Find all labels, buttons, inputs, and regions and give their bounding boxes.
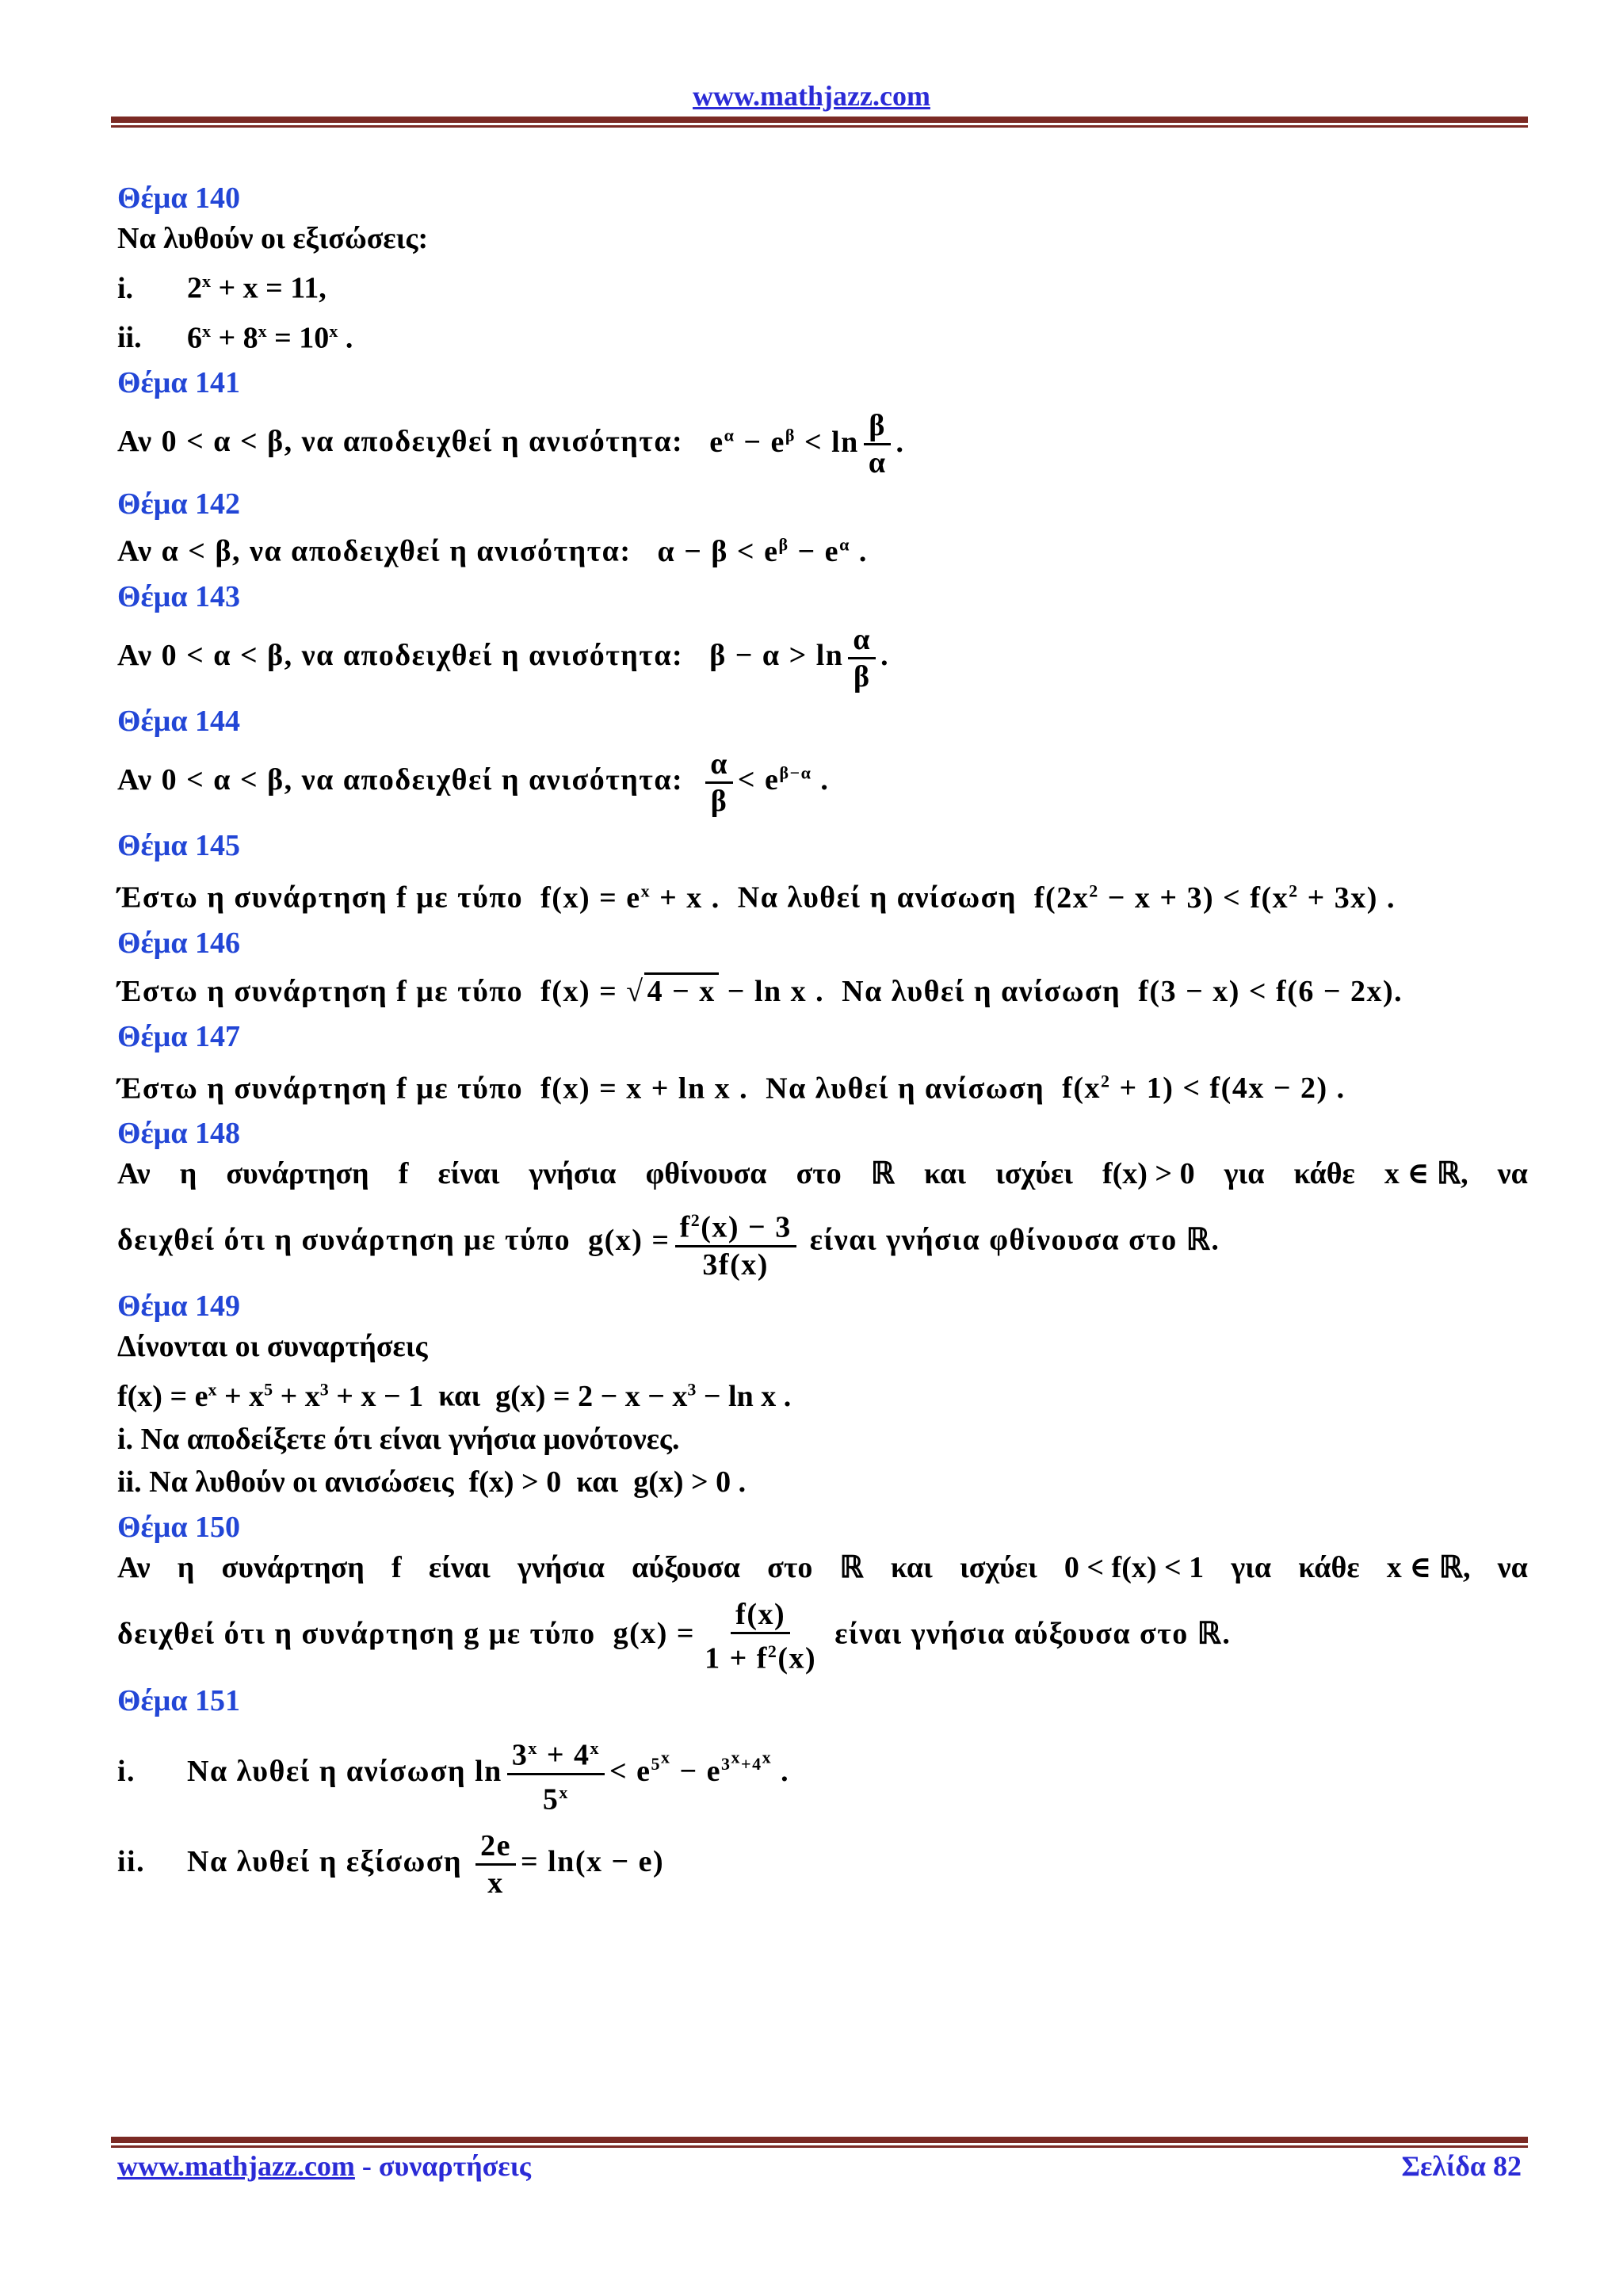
topic-title: Θέμα 150 <box>117 1510 241 1544</box>
statement-text: Να λυθούν οι ανισώσεις <box>149 1465 454 1499</box>
topic-title: Θέμα 144 <box>117 704 241 738</box>
inequality: g(x) > 0 . <box>625 1465 747 1499</box>
item-label: i. <box>117 1755 136 1789</box>
topic-statement <box>117 1597 1528 1676</box>
function-formula: $f(x) = e^x + x$ . <box>532 880 729 915</box>
header-rule <box>111 117 1528 128</box>
word: κάθε <box>1298 1550 1360 1584</box>
item-label: i. <box>117 271 134 305</box>
word: και <box>890 1550 933 1584</box>
topic-title: Θέμα 146 <box>117 926 241 960</box>
header-site-link[interactable]: www.mathjazz.com <box>693 80 930 112</box>
word: η <box>179 1157 197 1191</box>
topic-statement <box>117 408 1528 480</box>
word: ισχύει <box>959 1550 1037 1584</box>
word: για <box>1231 1550 1272 1584</box>
word: γνήσια <box>517 1550 605 1584</box>
statement-text: Αν 0 < α < β, να αποδειχθεί η ανισότητα: <box>117 639 684 673</box>
item-label: ii. <box>117 1465 142 1499</box>
word: φθίνουσα <box>645 1157 767 1191</box>
word: x ∈ ℝ, <box>1384 1157 1468 1191</box>
topic-title: Θέμα 145 <box>117 828 241 862</box>
topic-statement <box>117 622 1528 694</box>
word: συνάρτηση <box>226 1157 369 1191</box>
word: Αν <box>117 1157 151 1191</box>
footer-page-number: Σελίδα 82 <box>1401 2150 1522 2182</box>
statement-text: δειχθεί ότι η συνάρτηση g με τύπο <box>117 1617 596 1651</box>
inequality: f(3 − x) < f(6 − 2x). <box>1129 974 1403 1008</box>
word: γνήσια <box>529 1157 617 1191</box>
footer-section: συναρτήσεις <box>378 2150 531 2182</box>
topic-statement <box>117 970 1528 1013</box>
sub-question <box>117 1828 1528 1901</box>
equation-item <box>117 260 1528 310</box>
justified-line <box>117 1546 1528 1589</box>
word: f(x) > 0 <box>1102 1157 1195 1191</box>
inequality: $f(x^2 + 1) < f(4x - 2)$ . <box>1053 1071 1346 1106</box>
word: είναι <box>437 1157 500 1191</box>
function-formula: $g(x) = 2 - x - x^3 - \ln x$ . <box>487 1378 792 1413</box>
statement-text: είναι γνήσια αύξουσα στο ℝ. <box>834 1617 1232 1651</box>
topic-statement <box>117 869 1528 919</box>
statement-text: Να λυθεί η εξίσωση <box>187 1844 463 1878</box>
statement-text: Έστω η συνάρτηση f με τύπο <box>117 974 524 1008</box>
justified-line <box>117 1152 1528 1195</box>
topic-statement <box>117 1060 1528 1110</box>
statement-text: Αν 0 < α < β, να αποδειχθεί η ανισότητα: <box>117 425 684 459</box>
sub-question <box>117 1418 1528 1461</box>
inequality: $\frac{\alpha}{\beta}$ < $e^{\beta-\alpha}$ . <box>692 763 829 797</box>
function-formula: g(x) = $\frac{f^2(x) - 3}{3f(x)}$ <box>579 1224 801 1257</box>
word: Αν <box>117 1550 151 1584</box>
footer-site-link[interactable]: www.mathjazz.com <box>117 2150 355 2182</box>
word: και <box>924 1157 967 1191</box>
function-formula: $f(x) = e^x + x^5 + x^3 + x - 1$ <box>117 1378 431 1413</box>
word: είναι <box>428 1550 491 1584</box>
conjunction: και <box>438 1379 481 1413</box>
sub-question <box>117 1461 1528 1503</box>
sub-question <box>117 1731 1528 1817</box>
equation: $2^x + x = 11$, <box>187 271 327 305</box>
inequality: $f(2x^2 - x + 3) < f(x^2 + 3x)$ . <box>1025 880 1396 915</box>
statement-text: Αν 0 < α < β, να αποδειχθεί η ανισότητα: <box>117 763 684 797</box>
word: 0 < f(x) < 1 <box>1064 1550 1205 1584</box>
footer-rule <box>111 2137 1528 2148</box>
inequality: $\alpha - \beta < e^\beta - e^\alpha$ . <box>640 534 868 568</box>
topic-title: Θέμα 147 <box>117 1019 241 1053</box>
word: να <box>1497 1157 1528 1191</box>
function-formula: f(x) = x + ln x . <box>532 1072 758 1106</box>
topic-intro: Να λυθούν οι εξισώσεις: <box>117 222 429 255</box>
topic-intro: Δίνονται οι συναρτήσεις <box>117 1329 428 1363</box>
item-label: i. <box>117 1422 134 1456</box>
conjunction: και <box>576 1465 619 1499</box>
word: f <box>391 1550 402 1584</box>
document-body <box>117 174 1528 1901</box>
word: αύξουσα <box>632 1550 740 1584</box>
statement-text: Να λυθεί η ανίσωση <box>766 1072 1045 1106</box>
word: ℝ <box>839 1550 864 1584</box>
function-formula: f(x) = √ 4 − x − ln x . <box>532 972 833 1008</box>
item-label: ii. <box>117 1844 146 1878</box>
equation: $6^x + 8^x = 10^x$ . <box>187 320 353 355</box>
inequality: β − α > ln $\frac{\alpha}{\beta}$ . <box>692 622 890 693</box>
footer-separator: - <box>354 2150 379 2182</box>
word: στο <box>767 1550 813 1584</box>
word: να <box>1497 1550 1528 1584</box>
function-formula: g(x) = $\frac{f(x)}{1 + f^2(x)}$ <box>604 1597 817 1675</box>
word: ισχύει <box>995 1157 1073 1191</box>
word: f <box>398 1157 409 1191</box>
word: για <box>1224 1157 1265 1191</box>
statement-text: Έστω η συνάρτηση f με τύπο <box>117 1072 524 1106</box>
topic-title: Θέμα 141 <box>117 366 241 400</box>
statement-text: είναι γνήσια φθίνουσα στο ℝ. <box>809 1223 1220 1257</box>
word: συνάρτηση <box>221 1550 365 1584</box>
topic-title: Θέμα 149 <box>117 1289 241 1323</box>
statement-text: Να λυθεί η ανίσωση <box>842 974 1121 1008</box>
topic-title: Θέμα 140 <box>117 181 241 215</box>
footer-left <box>117 2149 531 2183</box>
item-label: ii. <box>117 321 142 355</box>
inequality: f(x) > 0 <box>461 1465 569 1499</box>
word: στο <box>796 1157 842 1191</box>
statement-text: δειχθεί ότι η συνάρτηση με τύπο <box>117 1223 571 1257</box>
word: η <box>177 1550 195 1584</box>
equation: $\frac{2e}{x}$ = ln(x − e) <box>462 1828 664 1901</box>
word: ℝ <box>870 1157 895 1191</box>
topic-title: Θέμα 148 <box>117 1117 241 1151</box>
inequality: $e^\alpha - e^\beta < \ln$ $\frac{\beta}{\alpha}$ . <box>692 409 905 480</box>
topic-title: Θέμα 151 <box>117 1684 241 1718</box>
functions-definition <box>117 1368 1528 1418</box>
statement-text: Έστω η συνάρτηση f με τύπο <box>117 881 524 915</box>
statement-text: Να λυθεί η ανίσωση <box>737 881 1017 915</box>
topic-statement <box>117 747 1528 819</box>
word: x ∈ ℝ, <box>1386 1550 1471 1584</box>
statement-text: Να αποδείξετε ότι είναι γνήσια μονότονες. <box>140 1422 680 1456</box>
topic-title: Θέμα 143 <box>117 579 241 613</box>
word: κάθε <box>1293 1157 1355 1191</box>
topic-title: Θέμα 142 <box>117 487 241 521</box>
equation-item <box>117 310 1528 360</box>
inequality: ln $\frac{3^x + 4^x}{5^x}$ < $e^{5^x} - e^{3^x+4^x}$ . <box>466 1731 789 1817</box>
statement-text: Να λυθεί η ανίσωση <box>187 1755 467 1789</box>
topic-statement <box>117 1203 1528 1282</box>
statement-text: Αν α < β, να αποδειχθεί η ανισότητα: <box>117 534 632 568</box>
topic-statement <box>117 523 1528 573</box>
